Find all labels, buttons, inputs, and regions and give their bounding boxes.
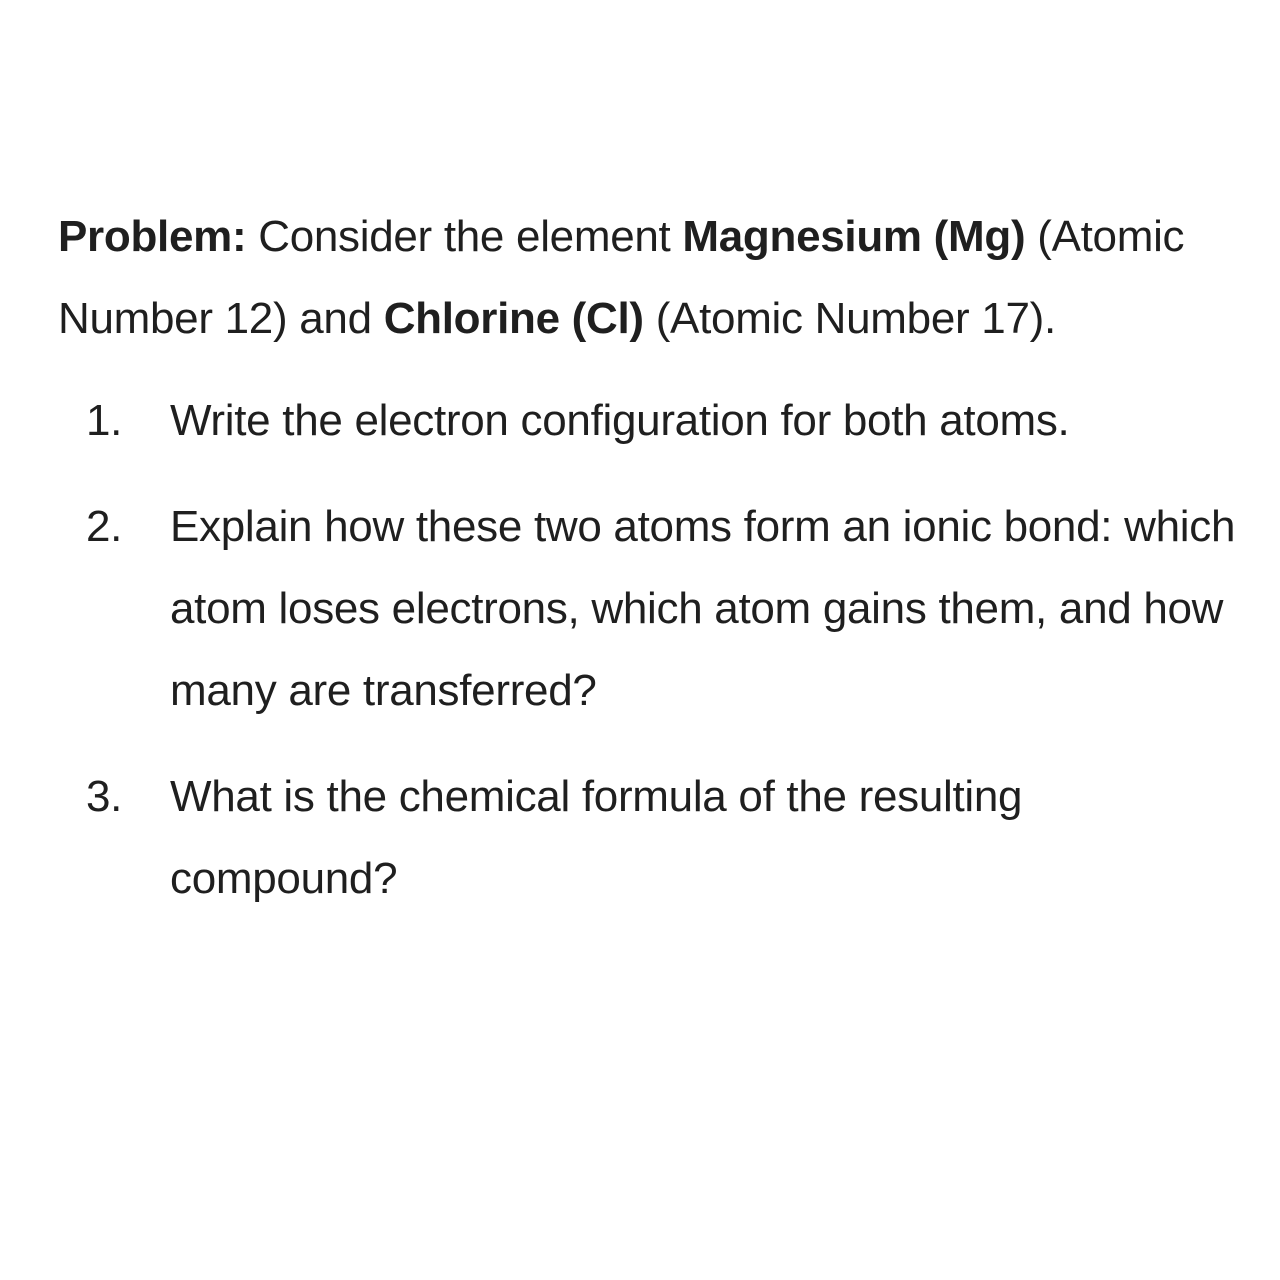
problem-text-1: Consider the element — [246, 212, 683, 261]
list-item-number: 1. — [86, 396, 123, 445]
element-magnesium: Magnesium (Mg) — [682, 212, 1026, 261]
list-item — [58, 756, 1238, 920]
document-content — [58, 196, 1238, 944]
list-item-text: Write the electron configuration for both atoms. — [170, 396, 1070, 445]
problem-text-3: (Atomic Number 17). — [643, 294, 1056, 343]
list-item-number: 3. — [86, 772, 123, 821]
list-item-text: Explain how these two atoms form an ionic bond: which atom loses electrons, which atom gains them, and how many are transferred? — [170, 502, 1236, 715]
question-list — [58, 380, 1238, 920]
problem-label: Problem: — [58, 212, 247, 261]
problem-statement — [58, 196, 1238, 360]
list-item-number: 2. — [86, 502, 123, 551]
list-item — [58, 486, 1238, 732]
element-chlorine: Chlorine (Cl) — [383, 294, 644, 343]
list-item — [58, 380, 1238, 462]
problem-text-2: (Atomic Number 12) and — [58, 212, 1185, 343]
list-item-text: What is the chemical formula of the resulting compound? — [170, 772, 1023, 903]
